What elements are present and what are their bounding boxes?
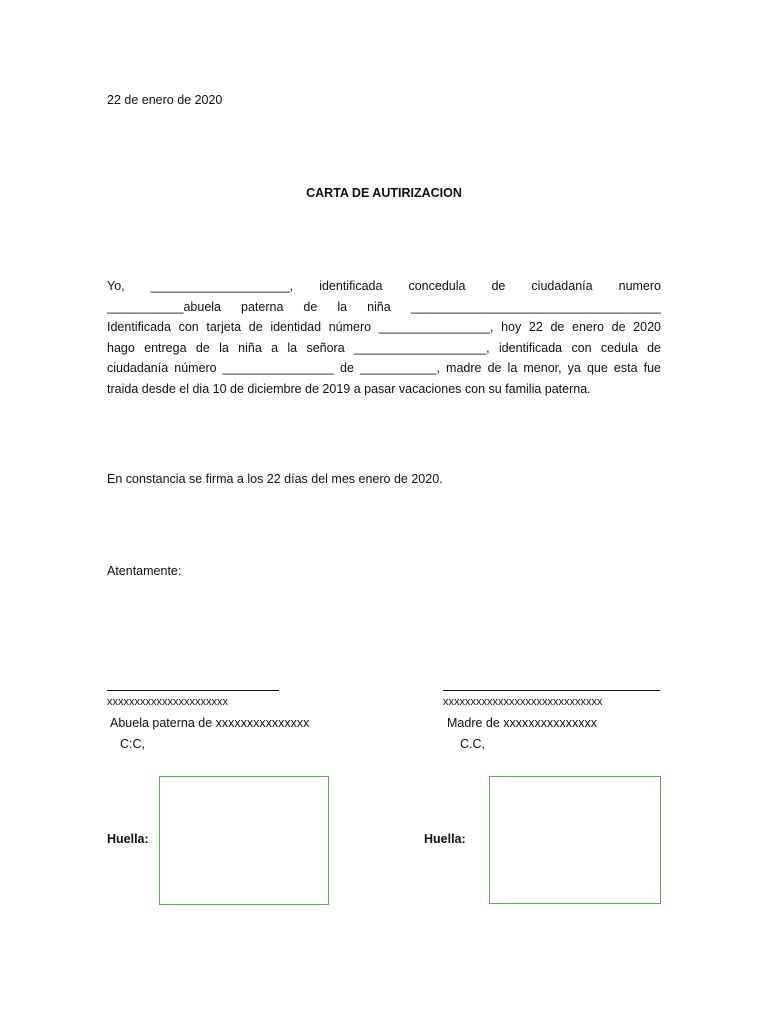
signature-line [107, 690, 279, 691]
signer-cc: C.C, [460, 737, 485, 751]
body-line: Yo, ____________________, identificada concedula de ciudadanía numero [107, 279, 661, 293]
body-line: traida desde el dia 10 de diciembre de 2019 a pasar vacaciones con su familia paterna. [107, 382, 591, 396]
body-line: Identificada con tarjeta de identidad número ________________, hoy 22 de enero de 2020 [107, 320, 661, 334]
letter-date: 22 de enero de 2020 [107, 93, 223, 107]
body-line: ___________abuela paterna de la niña ____________________________________ [107, 300, 661, 314]
huella-label: Huella: [424, 832, 466, 846]
constancia-text: En constancia se firma a los 22 días del mes enero de 2020. [107, 472, 443, 486]
signer-cc: C:C, [120, 737, 145, 751]
signer-name: xxxxxxxxxxxxxxxxxxxxxx [107, 696, 228, 708]
signer-role: Madre de xxxxxxxxxxxxxxx [447, 716, 598, 730]
body-line: ciudadanía número ________________ de ___________, madre de la menor, ya que esta fue [107, 361, 661, 375]
huella-box [489, 776, 661, 904]
huella-box [159, 776, 329, 905]
signer-name: xxxxxxxxxxxxxxxxxxxxxxxxxxxxx [443, 696, 603, 708]
signer-role: Abuela paterna de xxxxxxxxxxxxxxx [110, 716, 310, 730]
closing-text: Atentamente: [107, 564, 182, 578]
signature-line [443, 690, 660, 691]
letter-title: CARTA DE AUTIRIZACION [306, 186, 462, 200]
huella-label: Huella: [107, 832, 149, 846]
body-line: hago entrega de la niña a la señora ___________________, identificada con cedula de [107, 341, 661, 355]
